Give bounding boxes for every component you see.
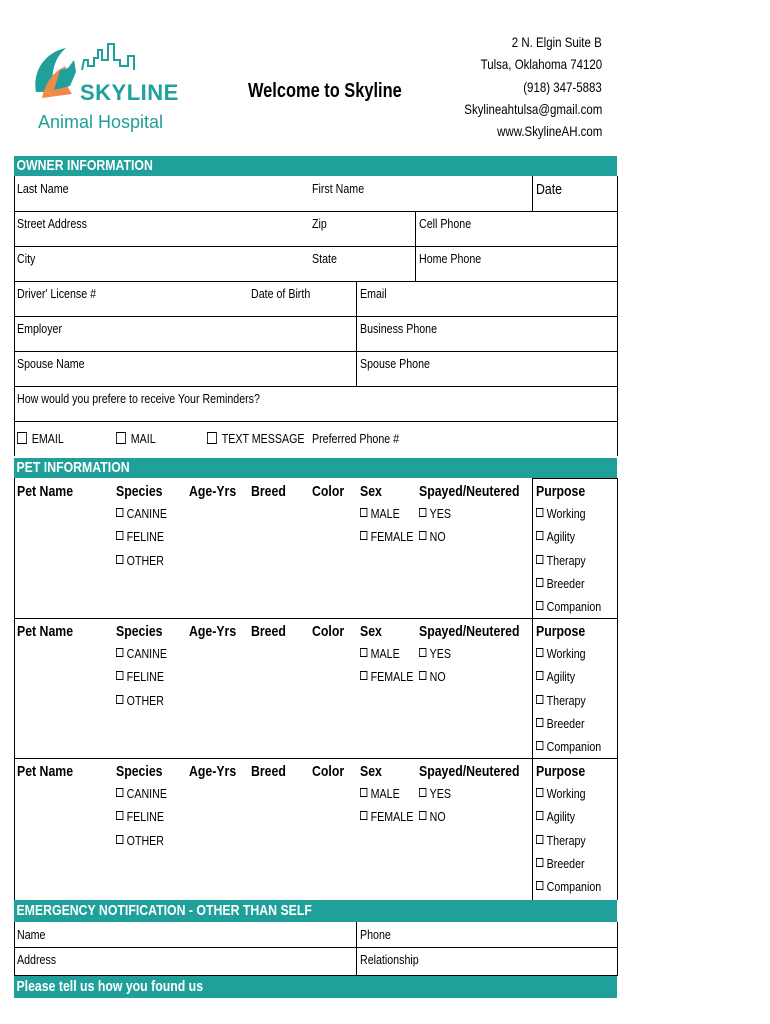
- checkbox-icon: [536, 648, 543, 657]
- checkbox-icon: [536, 835, 543, 844]
- sex-female-checkbox[interactable]: FEMALE: [360, 529, 413, 544]
- checkbox-icon: [419, 508, 426, 517]
- zip-field[interactable]: Zip: [312, 216, 327, 231]
- checkbox-icon: [536, 741, 543, 750]
- species-canine-checkbox[interactable]: CANINE: [116, 646, 167, 661]
- sex-female-checkbox[interactable]: FEMALE: [360, 809, 413, 824]
- checkbox-icon: [536, 695, 543, 704]
- address-line-2: Tulsa, Oklahoma 74120: [480, 56, 602, 72]
- checkbox-icon: [419, 788, 426, 797]
- pet-name-header: Pet Name: [17, 623, 74, 640]
- spouse-phone-field[interactable]: Spouse Phone: [360, 356, 430, 371]
- first-name-field[interactable]: First Name: [312, 181, 365, 196]
- breed-header: Breed: [251, 483, 286, 500]
- checkbox-icon: [116, 555, 123, 564]
- reminders-question: How would you prefere to receive Your Reminders?: [17, 391, 260, 406]
- city-field[interactable]: City: [17, 251, 36, 266]
- logo: [24, 30, 179, 138]
- species-canine-checkbox[interactable]: CANINE: [116, 506, 167, 521]
- checkbox-icon: [536, 555, 543, 564]
- address-email[interactable]: Skylineahtulsa@gmail.com: [464, 101, 602, 117]
- color-header: Color: [312, 763, 345, 780]
- age-header: Age-Yrs: [189, 623, 237, 640]
- pet-name-header: Pet Name: [17, 763, 74, 780]
- spayed-yes-checkbox[interactable]: YES: [419, 786, 451, 801]
- checkbox-icon: [116, 788, 123, 797]
- age-header: Age-Yrs: [189, 483, 237, 500]
- species-feline-checkbox[interactable]: FELINE: [116, 529, 164, 544]
- checkbox-icon: [116, 811, 123, 820]
- species-header: Species: [116, 483, 163, 500]
- sex-female-checkbox[interactable]: FEMALE: [360, 669, 413, 684]
- checkbox-icon: [360, 811, 367, 820]
- address-line-1: 2 N. Elgin Suite B: [512, 34, 602, 50]
- purpose-header: Purpose: [536, 483, 586, 500]
- checkbox-icon: [116, 648, 123, 657]
- purpose-therapy-checkbox[interactable]: Therapy: [536, 553, 586, 568]
- purpose-breeder-checkbox[interactable]: Breeder: [536, 716, 585, 731]
- species-feline-checkbox[interactable]: FELINE: [116, 669, 164, 684]
- checkbox-icon: [536, 671, 543, 680]
- species-feline-checkbox[interactable]: FELINE: [116, 809, 164, 824]
- spayed-yes-checkbox[interactable]: YES: [419, 646, 451, 661]
- color-header: Color: [312, 483, 345, 500]
- checkbox-icon: [17, 432, 27, 444]
- breed-header: Breed: [251, 763, 286, 780]
- checkbox-icon: [360, 531, 367, 540]
- sex-header: Sex: [360, 763, 382, 780]
- age-header: Age-Yrs: [189, 763, 237, 780]
- emergency-address-field[interactable]: Address: [17, 952, 57, 967]
- checkbox-icon: [419, 671, 426, 680]
- purpose-companion-checkbox[interactable]: Companion: [536, 599, 601, 614]
- emergency-header: EMERGENCY NOTIFICATION - OTHER THAN SELF: [14, 900, 617, 922]
- spayed-no-checkbox[interactable]: NO: [419, 809, 446, 824]
- checkbox-icon: [360, 508, 367, 517]
- purpose-breeder-checkbox[interactable]: Breeder: [536, 856, 585, 871]
- checkbox-icon: [116, 695, 123, 704]
- reminder-text-checkbox[interactable]: TEXT MESSAGE: [207, 431, 305, 446]
- spayed-header: Spayed/Neutered: [419, 623, 520, 640]
- purpose-therapy-checkbox[interactable]: Therapy: [536, 833, 586, 848]
- checkbox-icon: [116, 835, 123, 844]
- purpose-agility-checkbox[interactable]: Agility: [536, 669, 575, 684]
- sex-male-checkbox[interactable]: MALE: [360, 786, 400, 801]
- pet-info-header: PET INFORMATION: [14, 458, 617, 478]
- spayed-header: Spayed/Neutered: [419, 763, 520, 780]
- cell-phone-field[interactable]: Cell Phone: [419, 216, 472, 231]
- date-of-birth-field[interactable]: Date of Birth: [251, 286, 311, 301]
- page-title: Welcome to Skyline: [248, 80, 402, 102]
- checkbox-icon: [116, 432, 126, 444]
- logo-word: SKYLINE: [80, 80, 179, 105]
- spayed-no-checkbox[interactable]: NO: [419, 669, 446, 684]
- date-field[interactable]: Date: [536, 181, 562, 198]
- checkbox-icon: [536, 788, 543, 797]
- checkbox-icon: [536, 858, 543, 867]
- purpose-working-checkbox[interactable]: Working: [536, 506, 586, 521]
- preferred-phone-field[interactable]: Preferred Phone #: [312, 431, 400, 446]
- purpose-agility-checkbox[interactable]: Agility: [536, 529, 575, 544]
- business-phone-field[interactable]: Business Phone: [360, 321, 438, 336]
- checkbox-icon: [419, 648, 426, 657]
- checkbox-icon: [207, 432, 217, 444]
- purpose-header: Purpose: [536, 763, 586, 780]
- employer-field[interactable]: Employer: [17, 321, 63, 336]
- species-header: Species: [116, 763, 163, 780]
- sex-male-checkbox[interactable]: MALE: [360, 646, 400, 661]
- checkbox-icon: [360, 671, 367, 680]
- address-phone: (918) 347-5883: [523, 79, 602, 95]
- spayed-yes-checkbox[interactable]: YES: [419, 506, 451, 521]
- emergency-relationship-field[interactable]: Relationship: [360, 952, 419, 967]
- checkbox-icon: [536, 531, 543, 540]
- checkbox-icon: [419, 811, 426, 820]
- found-us-header: Please tell us how you found us: [14, 976, 617, 998]
- breed-header: Breed: [251, 623, 286, 640]
- email-field[interactable]: Email: [360, 286, 387, 301]
- purpose-agility-checkbox[interactable]: Agility: [536, 809, 575, 824]
- pet-name-header: Pet Name: [17, 483, 74, 500]
- drivers-license-field[interactable]: Driver' License #: [17, 286, 97, 301]
- purpose-companion-checkbox[interactable]: Companion: [536, 739, 601, 754]
- spouse-name-field[interactable]: Spouse Name: [17, 356, 85, 371]
- checkbox-icon: [360, 788, 367, 797]
- address-website[interactable]: www.SkylineAH.com: [496, 123, 602, 139]
- emergency-phone-field[interactable]: Phone: [360, 927, 391, 942]
- purpose-header: Purpose: [536, 623, 586, 640]
- checkbox-icon: [536, 508, 543, 517]
- sex-header: Sex: [360, 483, 382, 500]
- checkbox-icon: [536, 881, 543, 890]
- home-phone-field[interactable]: Home Phone: [419, 251, 482, 266]
- species-canine-checkbox[interactable]: CANINE: [116, 786, 167, 801]
- checkbox-icon: [360, 648, 367, 657]
- checkbox-icon: [419, 531, 426, 540]
- purpose-working-checkbox[interactable]: Working: [536, 646, 586, 661]
- owner-info-header: OWNER INFORMATION: [14, 156, 617, 176]
- last-name-field[interactable]: Last Name: [17, 181, 69, 196]
- purpose-working-checkbox[interactable]: Working: [536, 786, 586, 801]
- purpose-breeder-checkbox[interactable]: Breeder: [536, 576, 585, 591]
- sex-male-checkbox[interactable]: MALE: [360, 506, 400, 521]
- species-other-checkbox[interactable]: OTHER: [116, 553, 164, 568]
- spayed-header: Spayed/Neutered: [419, 483, 520, 500]
- sex-header: Sex: [360, 623, 382, 640]
- checkbox-icon: [536, 578, 543, 587]
- state-field[interactable]: State: [312, 251, 337, 266]
- reminder-email-checkbox[interactable]: EMAIL: [17, 431, 64, 446]
- street-address-field[interactable]: Street Address: [17, 216, 87, 231]
- checkbox-icon: [536, 718, 543, 727]
- checkbox-icon: [116, 531, 123, 540]
- species-header: Species: [116, 623, 163, 640]
- checkbox-icon: [536, 601, 543, 610]
- purpose-companion-checkbox[interactable]: Companion: [536, 879, 601, 894]
- emergency-name-field[interactable]: Name: [17, 927, 46, 942]
- species-other-checkbox[interactable]: OTHER: [116, 693, 164, 708]
- checkbox-icon: [116, 508, 123, 517]
- spayed-no-checkbox[interactable]: NO: [419, 529, 446, 544]
- species-other-checkbox[interactable]: OTHER: [116, 833, 164, 848]
- checkbox-icon: [116, 671, 123, 680]
- logo-sub: Animal Hospital: [38, 112, 164, 132]
- reminder-mail-checkbox[interactable]: MAIL: [116, 431, 156, 446]
- checkbox-icon: [536, 811, 543, 820]
- color-header: Color: [312, 623, 345, 640]
- purpose-therapy-checkbox[interactable]: Therapy: [536, 693, 586, 708]
